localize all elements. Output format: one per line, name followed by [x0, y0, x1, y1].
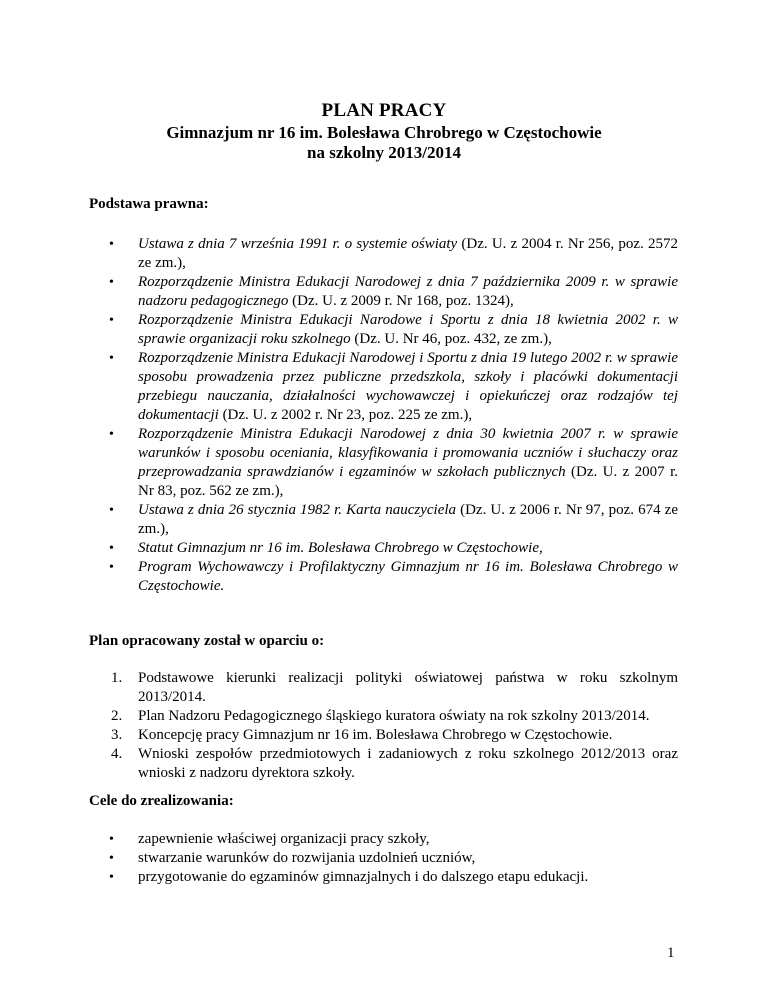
title-block — [0, 99, 768, 163]
page-number: 1 — [667, 945, 675, 961]
list-item — [89, 539, 678, 558]
goals-list — [89, 830, 678, 887]
item-text: Wnioski zespołów przedmiotowych i zadaniowych z roku szkolnego 2012/2013 oraz wnioski z nadzoru dyrektora szkoły. — [138, 746, 678, 781]
law-title: Rozporządzenie Ministra Edukacji Narodowej z dnia 30 kwietnia 2007 r. w sprawie warunków i sposobu oceniania, klasyfikowania i promowania uczniów i słuchaczy oraz przeprowadzania sprawdzianów i egzaminów w szkołach publicznych — [138, 426, 678, 480]
list-item — [89, 558, 678, 596]
law-reference: (Dz. U. z 2007 r. Nr 83, poz. 562 ze zm.), — [138, 464, 678, 499]
item-text: Plan Nadzoru Pedagogicznego śląskiego kuratora oświaty na rok szkolny 2013/2014. — [138, 708, 650, 724]
list-item — [89, 311, 678, 349]
law-reference: (Dz. U. z 2004 r. Nr 256, poz. 2572 ze zm.), — [138, 236, 678, 271]
list-item — [89, 425, 678, 501]
list-item — [89, 273, 678, 311]
law-title: Ustawa z dnia 26 stycznia 1982 r. Karta nauczyciela — [138, 502, 457, 518]
item-text: Koncepcję pracy Gimnazjum nr 16 im. Bolesława Chrobrego w Częstochowie. — [138, 727, 613, 743]
list-item — [89, 707, 678, 726]
based-on-heading: Plan opracowany został w oparciu o: — [89, 633, 325, 649]
law-title: Program Wychowawczy i Profilaktyczny Gimnazjum nr 16 im. Bolesława Chrobrego w Częstochowie. — [138, 559, 678, 594]
law-reference: (Dz. U. z 2002 r. Nr 23, poz. 225 ze zm.), — [218, 407, 473, 423]
law-title: Rozporządzenie Ministra Edukacji Narodowe i Sportu z dnia 18 kwietnia 2002 r. w sprawie organizacji roku szkolnego — [138, 312, 678, 347]
list-item — [89, 669, 678, 707]
law-title: Statut Gimnazjum nr 16 im. Bolesława Chrobrego w Częstochowie, — [138, 540, 543, 556]
list-item — [89, 726, 678, 745]
based-on-list — [89, 669, 678, 783]
list-item: • stwarzanie warunków do rozwijania uzdolnień uczniów, — [89, 849, 678, 868]
law-reference: (Dz. U. z 2006 r. Nr 97, poz. 674 ze zm.), — [138, 502, 678, 537]
law-title: Rozporządzenie Ministra Edukacji Narodowej z dnia 7 października 2009 r. w sprawie nadzoru pedagogicznego — [138, 274, 678, 309]
list-item: • przygotowanie do egzaminów gimnazjalnych i do dalszego etapu edukacji. — [89, 868, 678, 887]
list-item: • zapewnienie właściwej organizacji pracy szkoły, — [89, 830, 678, 849]
list-item — [89, 235, 678, 273]
school-year: na szkolny 2013/2014 — [307, 143, 461, 162]
list-item — [89, 501, 678, 539]
document-title: PLAN PRACY — [321, 100, 447, 121]
law-reference: (Dz. U. Nr 46, poz. 432, ze zm.), — [350, 331, 552, 347]
item-text: Podstawowe kierunki realizacji polityki oświatowej państwa w roku szkolnym 2013/2014. — [138, 670, 678, 705]
law-title: Rozporządzenie Ministra Edukacji Narodowej i Sportu z dnia 19 lutego 2002 r. w sprawie sposobu prowadzenia przez publiczne przedszkola, szkoły i placówki dokumentacji przebiegu nauczania, działalności wychowawczej i opiekuńczej oraz rodzajów tej dokumentacji — [138, 350, 678, 423]
list-item — [89, 349, 678, 425]
goals-heading: Cele do zrealizowania: — [89, 793, 234, 809]
legal-basis-heading: Podstawa prawna: — [89, 196, 209, 212]
legal-basis-list — [89, 235, 678, 596]
list-item — [89, 745, 678, 783]
school-name: Gimnazjum nr 16 im. Bolesława Chrobrego w Częstochowie — [166, 123, 602, 142]
law-title: Ustawa z dnia 7 września 1991 r. o systemie oświaty — [138, 236, 458, 252]
law-reference: (Dz. U. z 2009 r. Nr 168, poz. 1324), — [288, 293, 514, 309]
